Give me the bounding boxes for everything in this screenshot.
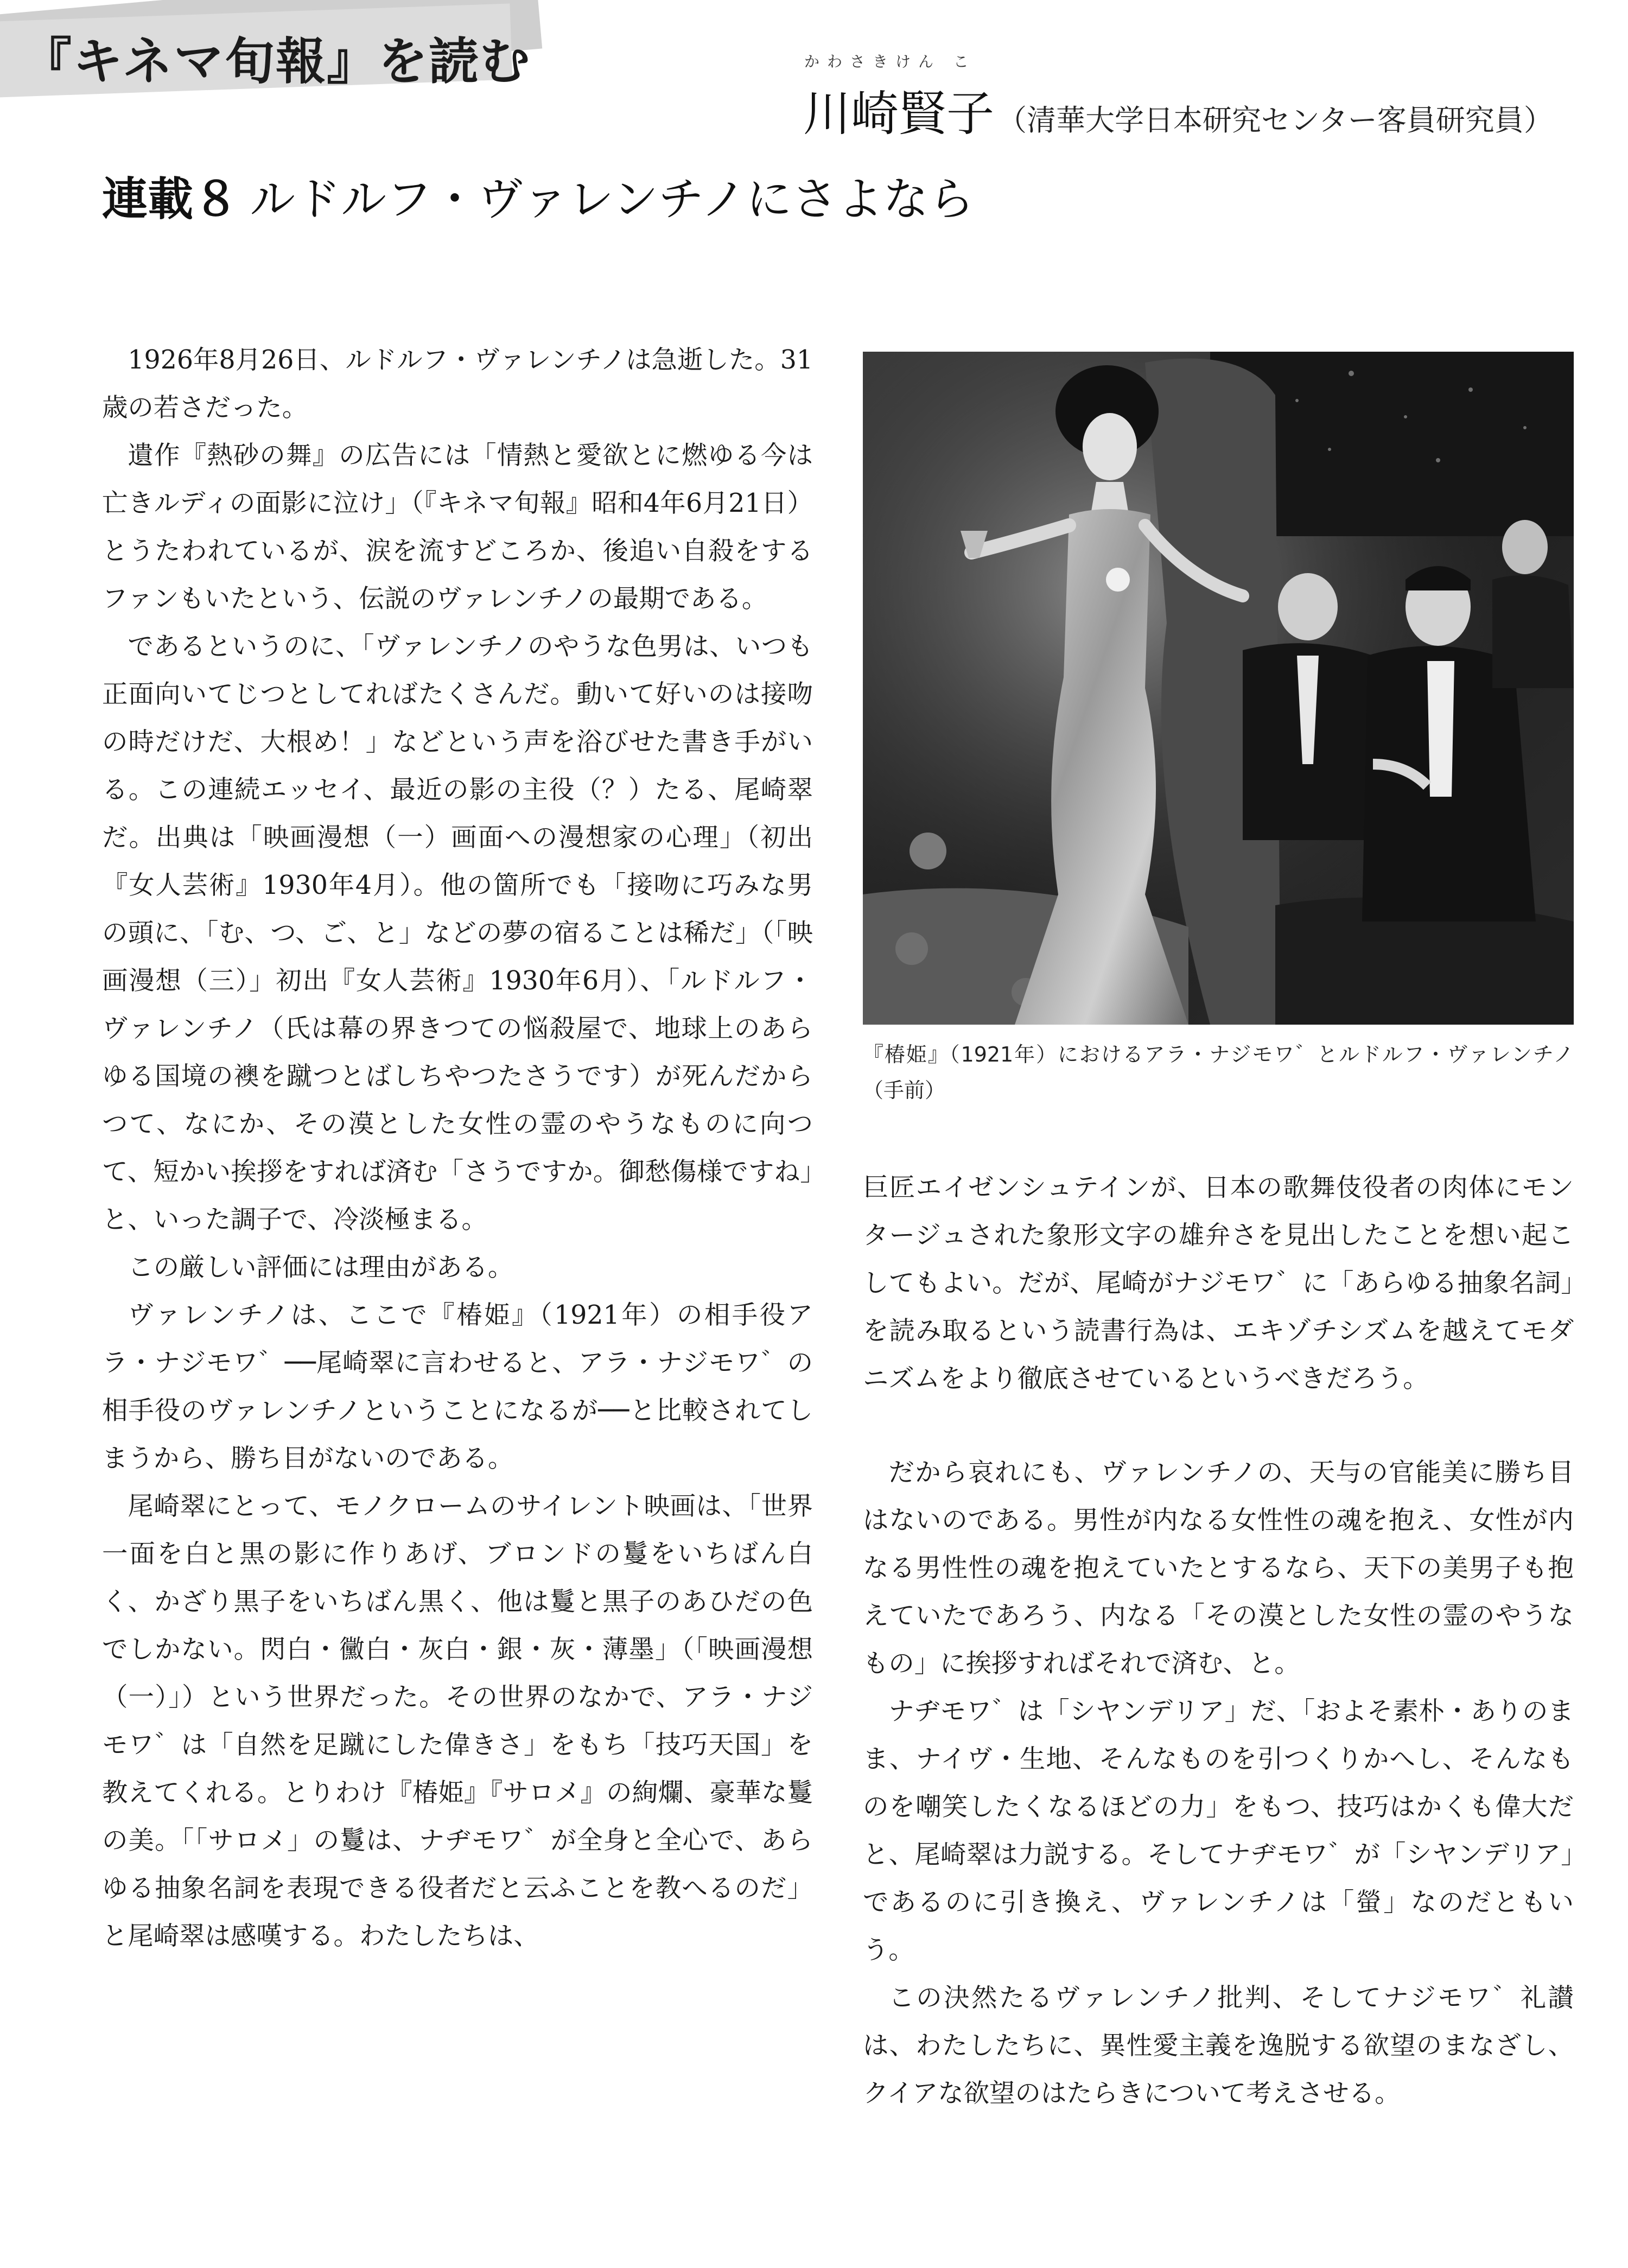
article-title	[102, 163, 974, 228]
figure-caption: 『椿姫』（1921年）におけるアラ・ナジモワ゛とルドルフ・ヴァレンチノ（手前）	[863, 1043, 1574, 1102]
paragraph: ナヂモワ゛は「シヤンデリア」だ、「およそ素朴・ありのまま、ナイヴ・生地、そんなものを引つくりかへし、そんなものを嘲笑したくなるほどの力」をもつ、技巧はかくも偉大だと、尾崎翠は力説する。そしてナヂモワ゛が「シヤンデリア」であるのに引き換え、ヴァレンチノは「螢」なのだともいう。	[863, 1697, 1574, 1965]
left-column	[102, 336, 813, 1960]
series-label: 連載８	[102, 173, 239, 226]
author-affiliation: （清華大学日本研究センター客員研究員）	[997, 103, 1553, 137]
author-name: 川崎賢子	[803, 86, 995, 142]
paragraph: 遺作『熱砂の舞』の広告には「情熱と愛欲とに燃ゆる今は亡きルディの面影に泣け」（『キネマ旬報』昭和4年6月21日）とうたわれているが、涙を流すどころか、後追い自殺をするファンもいたという、伝説のヴァレンチノの最期である。	[102, 441, 813, 614]
paragraph: この厳しい評価には理由がある。	[128, 1253, 514, 1282]
paragraph: だから哀れにも、ヴァレンチノの、天与の官能美に勝ち目はないのである。男性が内なる女性性の魂を抱え、女性が内なる男性性の魂を抱えていたとするなら、天下の美男子も抱えていたであろう、内なる「その漠とした女性の霊のやうなもの」に挨拶すればそれで済む、と。	[863, 1458, 1574, 1679]
right-column-continuation	[863, 1164, 1574, 1403]
series-tag	[0, 0, 543, 125]
paragraph: 巨匠エイゼンシュテインが、日本の歌舞伎役者の肉体にモンタージュされた象形文字の雄弁さを見出したことを想い起こしてもよい。だが、尾崎がナジモワ゛に「あらゆる抽象名詞」を読み取るという読書行為は、エキゾチシズムを越えてモダニズムをより徹底させているというべきだろう。	[863, 1173, 1574, 1394]
film-still-photo	[863, 352, 1574, 1025]
paragraph: ヴァレンチノは、ここで『椿姫』（1921年）の相手役アラ・ナジモワ゛──尾崎翠に言わせると、アラ・ナジモワ゛の相手役のヴァレンチノということになるが──と比較されてしまうから、勝ち目がないのである。	[102, 1300, 813, 1473]
paragraph: この決然たるヴァレンチノ批判、そしてナジモワ゛礼讃は、わたしたちに、異性愛主義を逸脱する欲望のまなざし、クイアな欲望のはたらきについて考えさせる。	[863, 1983, 1574, 2108]
author-name-ruby: かわさきけん こ	[804, 53, 976, 71]
paragraph: であるというのに、「ヴァレンチノのやうな色男は、いつも正面向いてじつとしてればたくさんだ。動いて好いのは接吻の時だけだ、大根め！」などという声を浴びせた書き手がいる。この連続エッセイ、最近の影の主役（？）たる、尾崎翠だ。出典は「映画漫想（一）画面への漫想家の心理」（初出『女人芸術』1930年4月）。他の箇所でも「接吻に巧みな男の頭に、「む、つ、ご、と」などの夢の宿ることは稀だ」（「映画漫想（三）」初出『女人芸術』1930年6月）、「ルドルフ・ヴァレンチノ（氏は幕の界きつての悩殺屋で、地球上のあらゆる国境の襖を蹴つとばしちやつたさうです）が死んだからつて、なにか、その漠とした女性の霊のやうなものに向つて、短かい挨拶をすれば済む「さうですか。御愁傷様ですね」と、いった調子で、冷淡極まる。	[102, 632, 813, 1235]
series-title: 『キネマ旬報』を読む	[22, 33, 531, 91]
paragraph: 尾崎翠にとって、モノクロームのサイレント映画は、「世界一面を白と黒の影に作りあげ、ブロンドの鬘をいちばん白く、かざり黒子をいちばん黒く、他は鬘と黒子のあひだの色でしかない。閃白・黴白・灰白・銀・灰・薄墨」（「映画漫想（一）」）という世界だった。その世界のなかで、アラ・ナジモワ゛は「自然を足蹴にした偉きさ」をもち「技巧天国」を教えてくれる。とりわけ『椿姫』『サロメ』の絢爛、豪華な鬘の美。「「サロメ」の鬘は、ナヂモワ゛が全身と全心で、あらゆる抽象名詞を表現できる役者だと云ふことを教へるのだ」と尾崎翠は感嘆する。わたしたちは、	[102, 1491, 813, 1951]
film-still-figure	[863, 352, 1574, 1025]
paragraph: 1926年8月26日、ルドルフ・ヴァレンチノは急逝した。31歳の若さだった。	[102, 345, 813, 423]
right-column	[863, 1449, 1574, 2118]
author-line	[803, 76, 1553, 144]
article-title-text: ルドルフ・ヴァレンチノにさよなら	[250, 173, 975, 226]
